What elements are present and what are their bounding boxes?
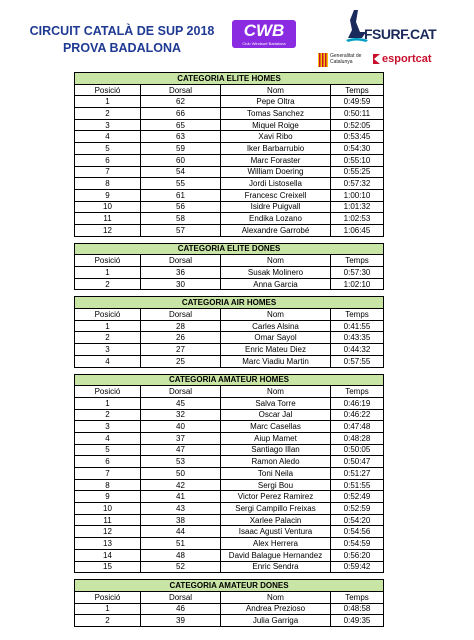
category-table (74, 243, 384, 291)
column-header-temps: Temps (331, 255, 384, 267)
column-header-dorsal: Dorsal (141, 309, 221, 321)
event-subtitle: PROVA BADALONA (62, 41, 182, 55)
category-title-row (75, 243, 384, 255)
column-header-dorsal: Dorsal (141, 591, 221, 603)
table-row (75, 514, 384, 526)
column-header-pos: Posició (75, 386, 141, 398)
cell-temps: 0:49:35 (331, 615, 384, 627)
column-header-nom: Nom (221, 309, 331, 321)
cell-nom: Ramon Aledo (221, 456, 331, 468)
table-row (75, 468, 384, 480)
cell-temps: 0:52:59 (331, 503, 384, 515)
cell-temps: 0:57:30 (331, 267, 384, 279)
category-title: CATEGORIA ELITE HOMES (75, 73, 384, 85)
cell-nom: David Balague Hernandez (221, 549, 331, 561)
category-table (74, 579, 384, 627)
table-row (75, 154, 384, 166)
cell-temps: 0:55:25 (331, 166, 384, 178)
cell-pos: 15 (75, 561, 141, 573)
cell-nom: Sergi Campillo Freixas (221, 503, 331, 515)
cell-pos: 7 (75, 468, 141, 480)
cwb-logo (232, 20, 296, 48)
table-row (75, 108, 384, 120)
cell-dorsal: 42 (141, 479, 221, 491)
category-title-row (75, 73, 384, 85)
cell-pos: 6 (75, 154, 141, 166)
cell-nom: Julia Garriga (221, 615, 331, 627)
table-row (75, 131, 384, 143)
cell-nom: Jordi Listosella (221, 178, 331, 190)
table-row (75, 549, 384, 561)
cell-dorsal: 48 (141, 549, 221, 561)
column-header-dorsal: Dorsal (141, 84, 221, 96)
cell-nom: Iker Barbarrubio (221, 143, 331, 155)
cell-pos: 1 (75, 397, 141, 409)
gencat-flag-icon (318, 53, 328, 67)
table-row (75, 397, 384, 409)
cell-dorsal: 30 (141, 278, 221, 290)
cell-dorsal: 44 (141, 526, 221, 538)
column-header-pos: Posició (75, 591, 141, 603)
cell-temps: 1:02:53 (331, 213, 384, 225)
cell-temps: 0:59:42 (331, 561, 384, 573)
cell-temps: 0:41:55 (331, 320, 384, 332)
cell-pos: 9 (75, 189, 141, 201)
cell-temps: 0:48:28 (331, 432, 384, 444)
cell-pos: 2 (75, 332, 141, 344)
results-tables (74, 72, 383, 633)
column-header-nom: Nom (221, 591, 331, 603)
cell-nom: Oscar Jal (221, 409, 331, 421)
cell-dorsal: 51 (141, 538, 221, 550)
cell-temps: 0:48:58 (331, 603, 384, 615)
cell-temps: 0:51:55 (331, 479, 384, 491)
table-row (75, 526, 384, 538)
fesup-logo-text: FSURF.CAT (364, 26, 437, 42)
cell-dorsal: 62 (141, 96, 221, 108)
cell-dorsal: 39 (141, 615, 221, 627)
cell-nom: William Doering (221, 166, 331, 178)
esportcat-logo (372, 52, 452, 68)
cwb-logo-text: CWB (243, 21, 285, 40)
cell-temps: 0:54:30 (331, 143, 384, 155)
table-row (75, 189, 384, 201)
cell-pos: 1 (75, 320, 141, 332)
table-row (75, 355, 384, 367)
cell-dorsal: 57 (141, 224, 221, 236)
cell-nom: Isaac Agustí Ventura (221, 526, 331, 538)
cell-dorsal: 45 (141, 397, 221, 409)
gencat-logo-text: Generalitat de Catalunya (330, 53, 362, 65)
cell-dorsal: 61 (141, 189, 221, 201)
cell-temps: 1:00:10 (331, 189, 384, 201)
column-header-nom: Nom (221, 386, 331, 398)
column-header-row (75, 386, 384, 398)
cell-temps: 0:46:22 (331, 409, 384, 421)
cell-dorsal: 54 (141, 166, 221, 178)
column-header-row (75, 591, 384, 603)
cell-dorsal: 41 (141, 491, 221, 503)
esportcat-logo-text: esportcat (382, 53, 432, 65)
table-row (75, 119, 384, 131)
fesup-logo (340, 8, 450, 48)
cell-dorsal: 60 (141, 154, 221, 166)
cell-pos: 3 (75, 119, 141, 131)
cell-temps: 0:46:19 (331, 397, 384, 409)
table-row (75, 224, 384, 236)
cell-nom: Santiago Illan (221, 444, 331, 456)
cell-nom: Enric Sendra (221, 561, 331, 573)
cell-pos: 5 (75, 444, 141, 456)
cell-temps: 0:54:56 (331, 526, 384, 538)
cell-temps: 0:55:10 (331, 154, 384, 166)
cell-nom: Alex Herrera (221, 538, 331, 550)
table-row (75, 561, 384, 573)
cell-dorsal: 65 (141, 119, 221, 131)
cell-temps: 0:44:32 (331, 344, 384, 356)
cell-temps: 1:01:32 (331, 201, 384, 213)
cell-pos: 4 (75, 355, 141, 367)
column-header-temps: Temps (331, 591, 384, 603)
table-row (75, 201, 384, 213)
column-header-pos: Posició (75, 255, 141, 267)
table-row (75, 456, 384, 468)
cell-dorsal: 40 (141, 421, 221, 433)
cell-dorsal: 53 (141, 456, 221, 468)
cell-nom: Andrea Prezioso (221, 603, 331, 615)
cell-dorsal: 63 (141, 131, 221, 143)
cell-pos: 4 (75, 131, 141, 143)
column-header-temps: Temps (331, 386, 384, 398)
cell-nom: Salva Torre (221, 397, 331, 409)
category-title: CATEGORIA AMATEUR DONES (75, 580, 384, 592)
cell-dorsal: 52 (141, 561, 221, 573)
cell-dorsal: 25 (141, 355, 221, 367)
cell-pos: 10 (75, 503, 141, 515)
category-title-row (75, 297, 384, 309)
column-header-dorsal: Dorsal (141, 255, 221, 267)
cell-dorsal: 36 (141, 267, 221, 279)
table-row (75, 615, 384, 627)
cell-temps: 0:57:55 (331, 355, 384, 367)
cell-nom: Francesc Creixell (221, 189, 331, 201)
cell-nom: Aiup Mamet (221, 432, 331, 444)
cell-pos: 8 (75, 178, 141, 190)
cell-nom: Sergi Bou (221, 479, 331, 491)
cell-nom: Toni Neila (221, 468, 331, 480)
column-header-pos: Posició (75, 84, 141, 96)
cell-dorsal: 43 (141, 503, 221, 515)
cell-pos: 10 (75, 201, 141, 213)
cell-nom: Carles Alsina (221, 320, 331, 332)
table-row (75, 278, 384, 290)
column-header-row (75, 84, 384, 96)
category-title: CATEGORIA ELITE DONES (75, 243, 384, 255)
table-row (75, 178, 384, 190)
table-row (75, 503, 384, 515)
cell-pos: 9 (75, 491, 141, 503)
table-row (75, 444, 384, 456)
cell-temps: 0:50:47 (331, 456, 384, 468)
cell-pos: 1 (75, 267, 141, 279)
gencat-logo (318, 52, 368, 68)
table-row (75, 166, 384, 178)
column-header-pos: Posició (75, 309, 141, 321)
cell-dorsal: 28 (141, 320, 221, 332)
cell-nom: Miquel Roige (221, 119, 331, 131)
cell-temps: 0:47:48 (331, 421, 384, 433)
table-row (75, 332, 384, 344)
cell-temps: 0:53:45 (331, 131, 384, 143)
cell-temps: 0:43:35 (331, 332, 384, 344)
cell-nom: Anna Garcia (221, 278, 331, 290)
cell-pos: 4 (75, 432, 141, 444)
table-row (75, 479, 384, 491)
cell-pos: 2 (75, 108, 141, 120)
page-header (0, 0, 474, 70)
column-header-row (75, 309, 384, 321)
cell-pos: 1 (75, 96, 141, 108)
cell-pos: 7 (75, 166, 141, 178)
cell-temps: 0:51:27 (331, 468, 384, 480)
table-row (75, 538, 384, 550)
cell-nom: Marc Viadiu Martin (221, 355, 331, 367)
cell-pos: 6 (75, 456, 141, 468)
cell-pos: 11 (75, 514, 141, 526)
esportcat-mark-icon (372, 53, 381, 65)
column-header-nom: Nom (221, 255, 331, 267)
cell-temps: 1:06:45 (331, 224, 384, 236)
column-header-temps: Temps (331, 309, 384, 321)
cell-dorsal: 37 (141, 432, 221, 444)
cell-dorsal: 27 (141, 344, 221, 356)
table-row (75, 344, 384, 356)
cell-pos: 2 (75, 409, 141, 421)
table-row (75, 213, 384, 225)
cell-dorsal: 47 (141, 444, 221, 456)
category-table (74, 72, 384, 237)
cell-temps: 1:02:10 (331, 278, 384, 290)
column-header-nom: Nom (221, 84, 331, 96)
cell-temps: 0:56:20 (331, 549, 384, 561)
category-title-row (75, 374, 384, 386)
cell-temps: 0:49:59 (331, 96, 384, 108)
cell-temps: 0:54:20 (331, 514, 384, 526)
category-table (74, 296, 384, 367)
table-row (75, 267, 384, 279)
table-row (75, 603, 384, 615)
category-title: CATEGORIA AMATEUR HOMES (75, 374, 384, 386)
cell-pos: 3 (75, 344, 141, 356)
table-row (75, 96, 384, 108)
column-header-temps: Temps (331, 84, 384, 96)
cell-dorsal: 32 (141, 409, 221, 421)
cell-nom: Marc Foraster (221, 154, 331, 166)
cell-temps: 0:52:05 (331, 119, 384, 131)
cell-pos: 12 (75, 224, 141, 236)
cell-dorsal: 59 (141, 143, 221, 155)
cell-temps: 0:50:11 (331, 108, 384, 120)
cell-temps: 0:54:59 (331, 538, 384, 550)
cell-nom: Xarlee Palacin (221, 514, 331, 526)
category-title: CATEGORIA AIR HOMES (75, 297, 384, 309)
cell-nom: Pepe Oltra (221, 96, 331, 108)
cell-temps: 0:50:05 (331, 444, 384, 456)
cell-pos: 8 (75, 479, 141, 491)
cell-nom: Marc Casellas (221, 421, 331, 433)
cell-dorsal: 26 (141, 332, 221, 344)
cell-nom: Endika Lozano (221, 213, 331, 225)
cell-nom: Xavi Ribo (221, 131, 331, 143)
cell-nom: Alexandre Garrobé (221, 224, 331, 236)
category-title-row (75, 580, 384, 592)
cell-nom: Enric Mateu Diez (221, 344, 331, 356)
cell-nom: Omar Sayol (221, 332, 331, 344)
cell-pos: 11 (75, 213, 141, 225)
cell-pos: 2 (75, 615, 141, 627)
cell-pos: 12 (75, 526, 141, 538)
cell-pos: 1 (75, 603, 141, 615)
event-title: CIRCUIT CATALÀ DE SUP 2018 (29, 24, 215, 38)
table-row (75, 491, 384, 503)
table-row (75, 143, 384, 155)
cell-dorsal: 58 (141, 213, 221, 225)
category-table (74, 374, 384, 574)
cell-nom: Tomas Sanchez (221, 108, 331, 120)
cell-pos: 5 (75, 143, 141, 155)
cell-dorsal: 38 (141, 514, 221, 526)
table-row (75, 421, 384, 433)
cell-dorsal: 50 (141, 468, 221, 480)
cell-dorsal: 55 (141, 178, 221, 190)
cell-temps: 0:52:49 (331, 491, 384, 503)
table-row (75, 320, 384, 332)
column-header-row (75, 255, 384, 267)
cell-pos: 3 (75, 421, 141, 433)
cell-pos: 14 (75, 549, 141, 561)
table-row (75, 432, 384, 444)
cell-nom: Isidre Puigvall (221, 201, 331, 213)
cell-dorsal: 66 (141, 108, 221, 120)
cell-temps: 0:57:32 (331, 178, 384, 190)
table-row (75, 409, 384, 421)
cell-pos: 2 (75, 278, 141, 290)
column-header-dorsal: Dorsal (141, 386, 221, 398)
cwb-logo-subtext: Club Windsurf Badalona (242, 41, 286, 46)
cell-nom: Victor Perez Ramirez (221, 491, 331, 503)
cell-dorsal: 56 (141, 201, 221, 213)
cell-nom: Susak Molinero (221, 267, 331, 279)
cell-pos: 13 (75, 538, 141, 550)
cell-dorsal: 46 (141, 603, 221, 615)
